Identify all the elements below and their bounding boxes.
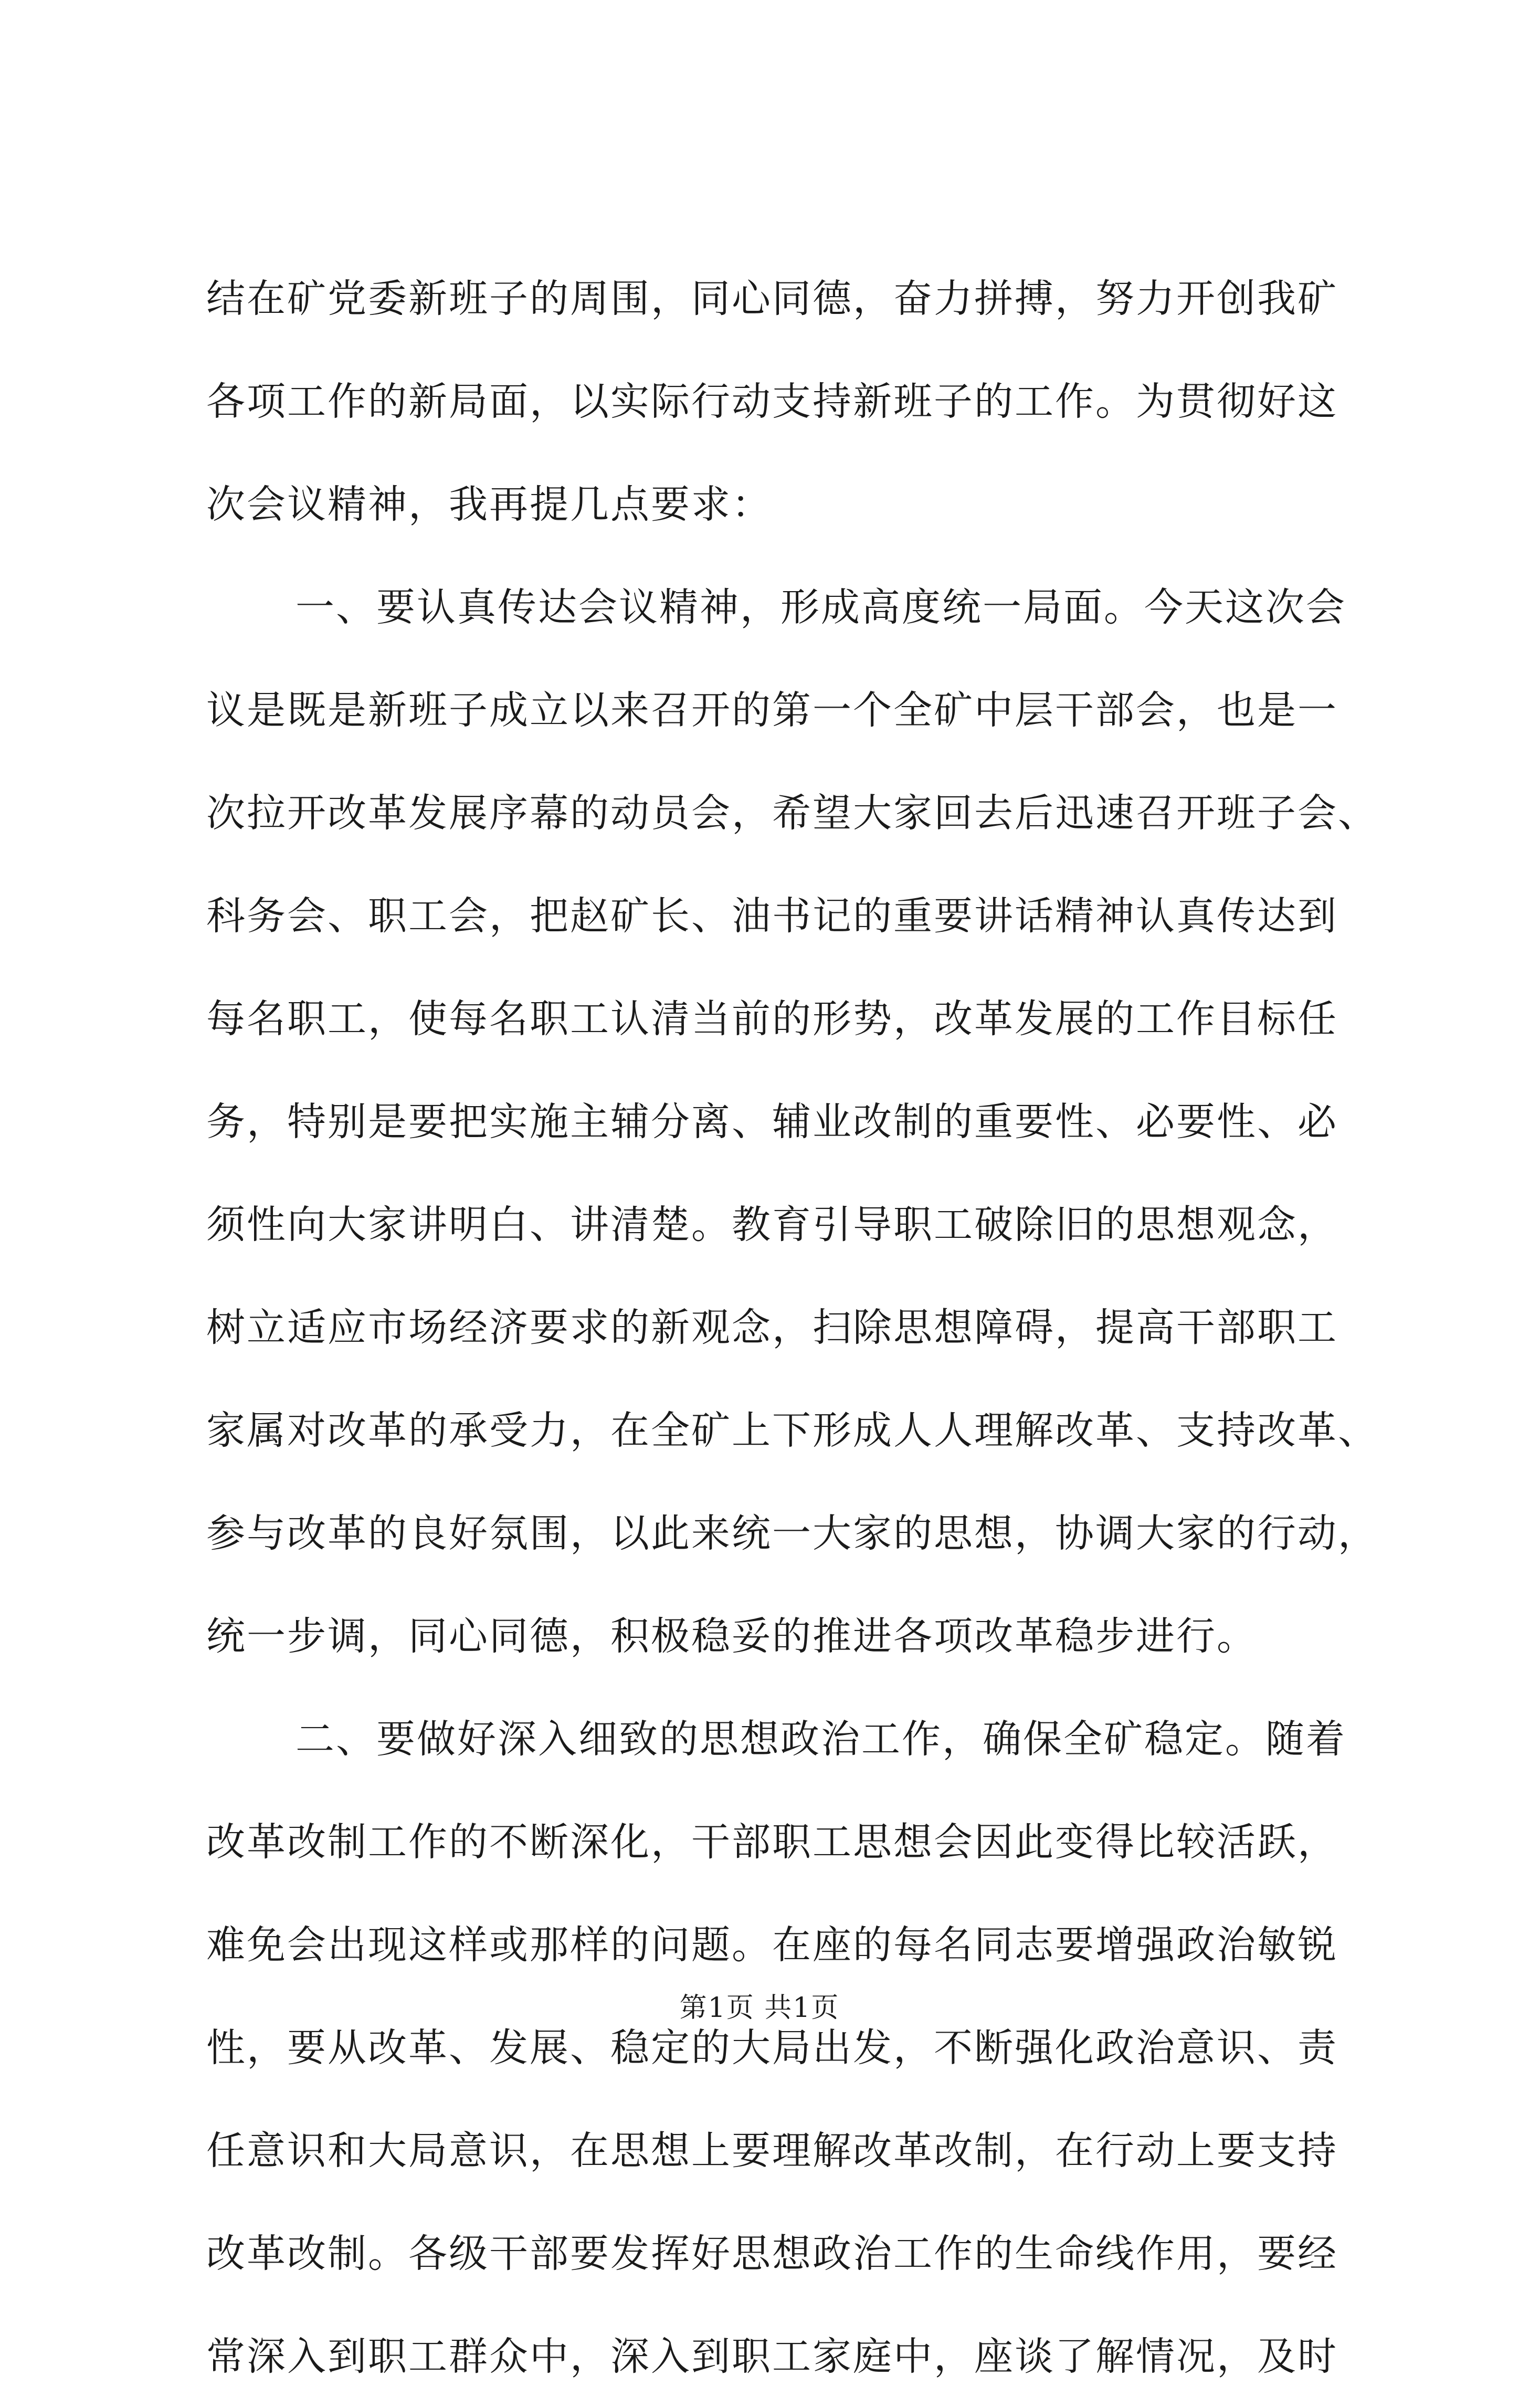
text-line: 树立适应市场经济要求的新观念，扫除思想障碍，提高干部职工 bbox=[206, 1305, 1338, 1350]
text-line: 常深入到职工群众中，深入到职工家庭中，座谈了解情况，及时 bbox=[206, 2334, 1338, 2379]
text-line: 结在矿党委新班子的周围，同心同德，奋力拼搏，努力开创我矿 bbox=[206, 276, 1338, 321]
text-line: 每名职工，使每名职工认清当前的形势，改革发展的工作目标任 bbox=[206, 996, 1338, 1042]
text-line: 科务会、职工会，把赵矿长、油书记的重要讲话精神认真传达到 bbox=[206, 893, 1338, 939]
text-line: 统一步调，同心同德，积极稳妥的推进各项改革稳步进行。 bbox=[206, 1614, 1257, 1659]
text-line: 性，要从改革、发展、稳定的大局出发，不断强化政治意识、责 bbox=[206, 2025, 1338, 2070]
text-line: 议是既是新班子成立以来召开的第一个全矿中层干部会，也是一 bbox=[206, 688, 1338, 733]
section-heading-line: 二、要做好深入细致的思想政治工作，确保全矿稳定。随着 bbox=[296, 1717, 1346, 1762]
page-footer bbox=[0, 1990, 1519, 2026]
page-number-label: 第1页 共1页 bbox=[679, 1992, 840, 2024]
text-line: 次拉开改革发展序幕的动员会，希望大家回去后迅速召开班子会、 bbox=[206, 791, 1378, 836]
text-line: 家属对改革的承受力，在全矿上下形成人人理解改革、支持改革、 bbox=[206, 1408, 1378, 1453]
text-line: 任意识和大局意识，在思想上要理解改革改制，在行动上要支持 bbox=[206, 2128, 1338, 2173]
text-line: 须性向大家讲明白、讲清楚。教育引导职工破除旧的思想观念， bbox=[206, 1202, 1338, 1247]
text-line: 改革改制。各级干部要发挥好思想政治工作的生命线作用，要经 bbox=[206, 2231, 1338, 2276]
text-line: 难免会出现这样或那样的问题。在座的每名同志要增强政治敏锐 bbox=[206, 1922, 1338, 1968]
text-line: 参与改革的良好氛围，以此来统一大家的思想，协调大家的行动， bbox=[206, 1511, 1378, 1556]
section-heading-line: 一、要认真传达会议精神，形成高度统一局面。今天这次会 bbox=[296, 585, 1346, 630]
text-line: 务，特别是要把实施主辅分离、辅业改制的重要性、必要性、必 bbox=[206, 1099, 1338, 1144]
text-line: 改革改制工作的不断深化，干部职工思想会因此变得比较活跃， bbox=[206, 1820, 1338, 1865]
text-line: 次会议精神，我再提几点要求： bbox=[206, 482, 772, 527]
body-text bbox=[206, 247, 1378, 2408]
text-line: 各项工作的新局面，以实际行动支持新班子的工作。为贯彻好这 bbox=[206, 379, 1338, 424]
